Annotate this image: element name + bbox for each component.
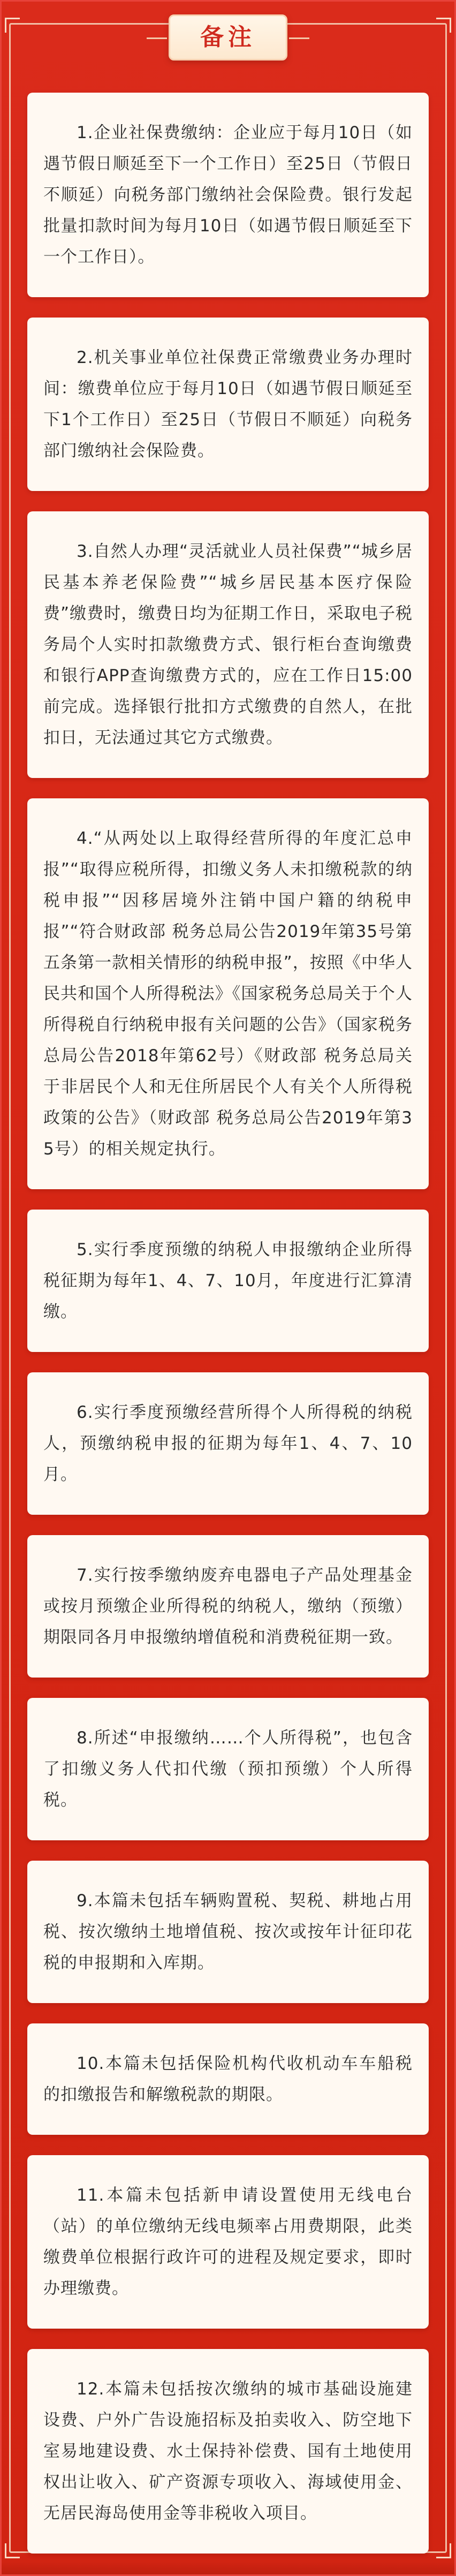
note-card [27, 1372, 429, 1515]
note-card [27, 318, 429, 491]
note-card [27, 2349, 429, 2554]
note-card [27, 1861, 429, 2003]
note-card [27, 1698, 429, 1840]
note-text: 7.实行按季缴纳废弃电器电子产品处理基金或按月预缴企业所得税的纳税人，缴纳（预缴）期限同各月申报缴纳增值税和消费税征期一致。 [43, 1566, 413, 1647]
footer-shade [2, 2562, 454, 2574]
note-text: 11.本篇未包括新申请设置使用无线电台（站）的单位缴纳无线电频率占用费期限，此类缴费单位根据行政许可的进程及规定要求，即时办理缴费。 [43, 2186, 413, 2298]
note-card [27, 93, 429, 297]
title-area [2, 14, 454, 61]
note-text: 3.自然人办理“灵活就业人员社保费”“城乡居民基本养老保险费”“城乡居民基本医疗保险费”缴费时，缴费日均为征期工作日，采取电子税务局个人实时扣款缴费方式、银行柜台查询缴费和银行APP查询缴费方式的，应在工作日15:00前完成。选择银行批扣方式缴费的自然人，在批扣日，无法通过其它方式缴费。 [43, 542, 413, 747]
page-title: 备注 [200, 24, 256, 51]
notes-list [27, 93, 429, 2554]
note-text: 9.本篇未包括车辆购置税、契税、耕地占用税、按次缴纳土地增值税、按次或按年计征印花税的申报期和入库期。 [43, 1891, 413, 1973]
note-text: 6.实行季度预缴经营所得个人所得税的纳税人，预缴纳税申报的征期为每年1、4、7、10月。 [43, 1403, 413, 1484]
corner-ornament [5, 2543, 20, 2558]
note-text: 8.所述“申报缴纳……个人所得税”，也包含了扣缴义务人代扣代缴（预扣预缴）个人所得税。 [43, 1728, 413, 1810]
note-text: 5.实行季度预缴的纳税人申报缴纳企业所得税征期为每年1、4、7、10月，年度进行汇算清缴。 [43, 1240, 413, 1321]
note-text: 12.本篇未包括按次缴纳的城市基础设施建设费、户外广告设施招标及拍卖收入、防空地下室易地建设费、水土保持补偿费、国有土地使用权出让收入、矿产资源专项收入、海域使用金、无居民海岛使用金等非税收入项目。 [43, 2379, 413, 2523]
corner-ornament [436, 2543, 451, 2558]
note-text: 1.企业社保费缴纳：企业应于每月10日（如遇节假日顺延至下一个工作日）至25日（节假日不顺延）向税务部门缴纳社会保险费。银行发起批量扣款时间为每月10日（如遇节假日顺延至下一个工作日）。 [43, 123, 413, 267]
note-card [27, 798, 429, 1189]
note-text: 2.机关事业单位社保费正常缴费业务办理时间：缴费单位应于每月10日（如遇节假日顺延至下1个工作日）至25日（节假日不顺延）向税务部门缴纳社会保险费。 [43, 348, 413, 460]
note-card [27, 1210, 429, 1352]
title-badge [169, 14, 287, 61]
note-text: 10.本篇未包括保险机构代收机动车车船税的扣缴报告和解缴税款的期限。 [43, 2054, 413, 2104]
note-card [27, 511, 429, 778]
note-text: 4.“从两处以上取得经营所得的年度汇总申报”“取得应税所得，扣缴义务人未扣缴税款的纳税申报”“因移居境外注销中国户籍的纳税申报”“符合财政部 税务总局公告2019年第35号第五条第一款相关情形的纳税申报”，按照《中华人民共和国个人所得税法》《国家税务总局关于个人所得税自行纳税申报有关问题的公告》（国家税务总局公告2018年第62号）《财政部 税务总局关于非居民个人和无住所居民个人有关个人所得税政策的公告》（财政部 税务总局公告2019年第35号）的相关规定执行。 [43, 829, 413, 1159]
note-card [27, 2023, 429, 2135]
note-card [27, 2155, 429, 2329]
note-card [27, 1535, 429, 1678]
